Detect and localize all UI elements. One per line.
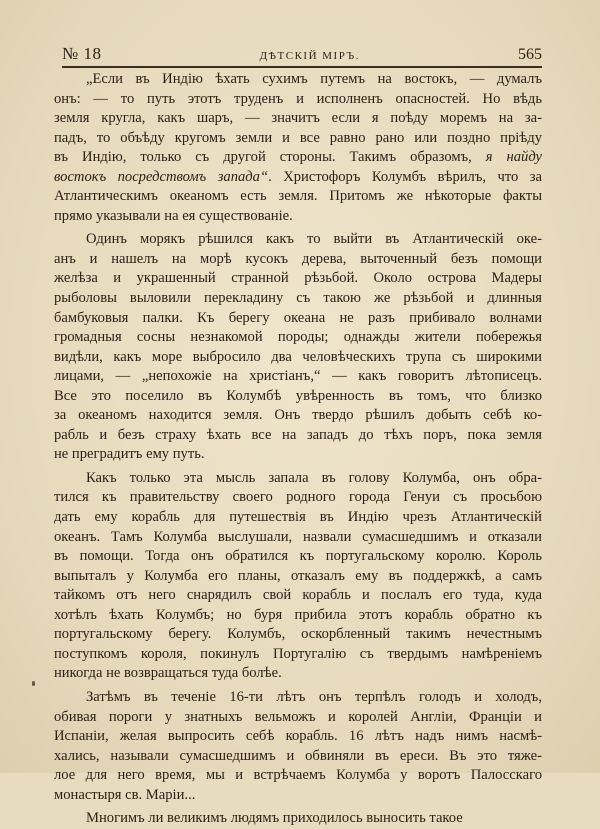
page-number: 565: [517, 46, 542, 63]
text-line: тайкомъ отъ него снарядилъ свой корабль и послалъ его туда, куда: [54, 587, 542, 604]
text-line: обивая пороги у знатныхъ вельможъ и королей Англіи, Франціи и: [54, 708, 542, 725]
text-line: Многимъ ли великимъ людямъ приходилось выносить такое: [86, 810, 463, 827]
text-line: прямо указывали на ея существованіе.: [54, 207, 293, 224]
paragraph: [54, 230, 542, 465]
text-line: монастыря св. Маріи...: [54, 786, 196, 803]
text-line: дать ему корабль для путешествія въ Индію чрезъ Атлантическій: [54, 509, 542, 526]
text-line: португальскому берегу. Колумбъ, оскорбленный такимъ нечестнымъ: [54, 626, 542, 643]
page-header: [62, 40, 542, 68]
italic-phrase: востокъ посредствомъ запада“: [54, 168, 269, 185]
text-line: желѣза и украшенный странной рѣзьбой. Около острова Мадеры: [54, 270, 542, 287]
text-line: Затѣмъ въ теченіе 16-ти лѣтъ онъ терпѣлъ голодъ и холодъ,: [86, 688, 542, 705]
text-line: падъ, то объѣду кругомъ земли и все равно рано или поздно пріѣду: [54, 129, 542, 146]
text-line: лицами, — „непохожіе на христіанъ,“ — какъ говоритъ лѣтописецъ.: [54, 368, 542, 385]
paragraph: [54, 809, 542, 829]
text-line: за океаномъ находится земля. Онъ твердо рѣшилъ добыть себѣ ко-: [54, 407, 542, 424]
text-line: онъ: — то путь этотъ труденъ и исполненъ опасностей. Но вѣдь: [54, 90, 542, 107]
italic-phrase: я найду: [485, 149, 542, 166]
paragraph: [54, 688, 542, 805]
journal-title: ДѢТСКІЙ МІРЪ.: [259, 50, 360, 62]
text-line: Испаніи, желая выпросить себѣ корабль. 16 лѣтъ надъ нимъ насмѣ-: [54, 728, 542, 745]
text-line: видѣли, какъ море выбросило два человѣческихъ трупа съ широкими: [54, 348, 542, 365]
text-line: лое для него время, мы и встрѣчаемъ Колумба у воротъ Палосскаго: [54, 767, 542, 784]
text-line: хотѣлъ ѣхать Колумбъ; но буря прибила этотъ корабль обратно къ: [54, 606, 542, 623]
text-line: никогда не возвращаться туда болѣе.: [54, 665, 282, 682]
text-line: въ помощи. Тогда онъ обратился къ португальскому королю. Король: [54, 548, 542, 565]
issue-number: № 18: [62, 44, 102, 63]
text-line: не преградитъ ему путь.: [54, 446, 205, 463]
text-line: Все это поселило въ Колумбѣ увѣренность въ томъ, что близко: [54, 387, 542, 404]
text-line: земля кругла, какъ шаръ, — значитъ если я поѣду моремъ на за-: [54, 110, 542, 127]
text-line: Одинъ морякъ рѣшился какъ то выйти въ Атлантическій оке-: [86, 231, 542, 248]
text-line: рабль и безъ страху ѣхать все на западъ до тѣхъ поръ, пока земля: [54, 426, 542, 443]
text-line: хались, называли сумасшедшимъ и обвиняли въ ереси. Въ это тяже-: [54, 747, 542, 764]
text-line: выпыталъ у Колумба его планы, отказалъ ему въ поддержкѣ, а самъ: [54, 567, 542, 584]
paragraph: [54, 70, 542, 226]
text-line: океанъ. Тамъ Колумба выслушали, назвали сумасшедшимъ и отказали: [54, 528, 542, 545]
text-line: Атлантическимъ океаномъ есть земля. Притомъ же нѣкоторые факты: [54, 188, 542, 205]
text-line: рыболовы выловили перекладину съ такою же рѣзьбой и длинныя: [54, 290, 542, 307]
paragraph: [54, 469, 542, 684]
text-line: бамбуковыя палки. Къ берегу океана не разъ прибивало волнами: [54, 309, 542, 326]
text-line: Какъ только эта мысль запала въ голову Колумба, онъ обра-: [86, 469, 542, 486]
text-line: громадныя сосны незнакомой породы; однажды жители побережья: [54, 329, 542, 346]
text-line: поступкомъ короля, покинулъ Португалію съ твердымъ намѣреніемъ: [54, 645, 542, 662]
article-body: [54, 70, 542, 829]
text-line: „Если въ Индію ѣхать сухимъ путемъ на востокъ, — думалъ: [86, 71, 542, 87]
text-line: анъ и нашелъ на морѣ кусокъ дерева, выточенный безъ помощи: [54, 250, 542, 267]
text-line: тился къ правительству своего родного города Генуи съ просьбою: [54, 489, 542, 506]
text-line: востокъ посредствомъ запада“. Христофоръ Колумбъ вѣрилъ, что за: [54, 168, 542, 185]
text-line: въ Индію, только съ другой стороны. Такимъ образомъ, я найду: [54, 149, 542, 166]
margin-mark: [32, 681, 35, 686]
